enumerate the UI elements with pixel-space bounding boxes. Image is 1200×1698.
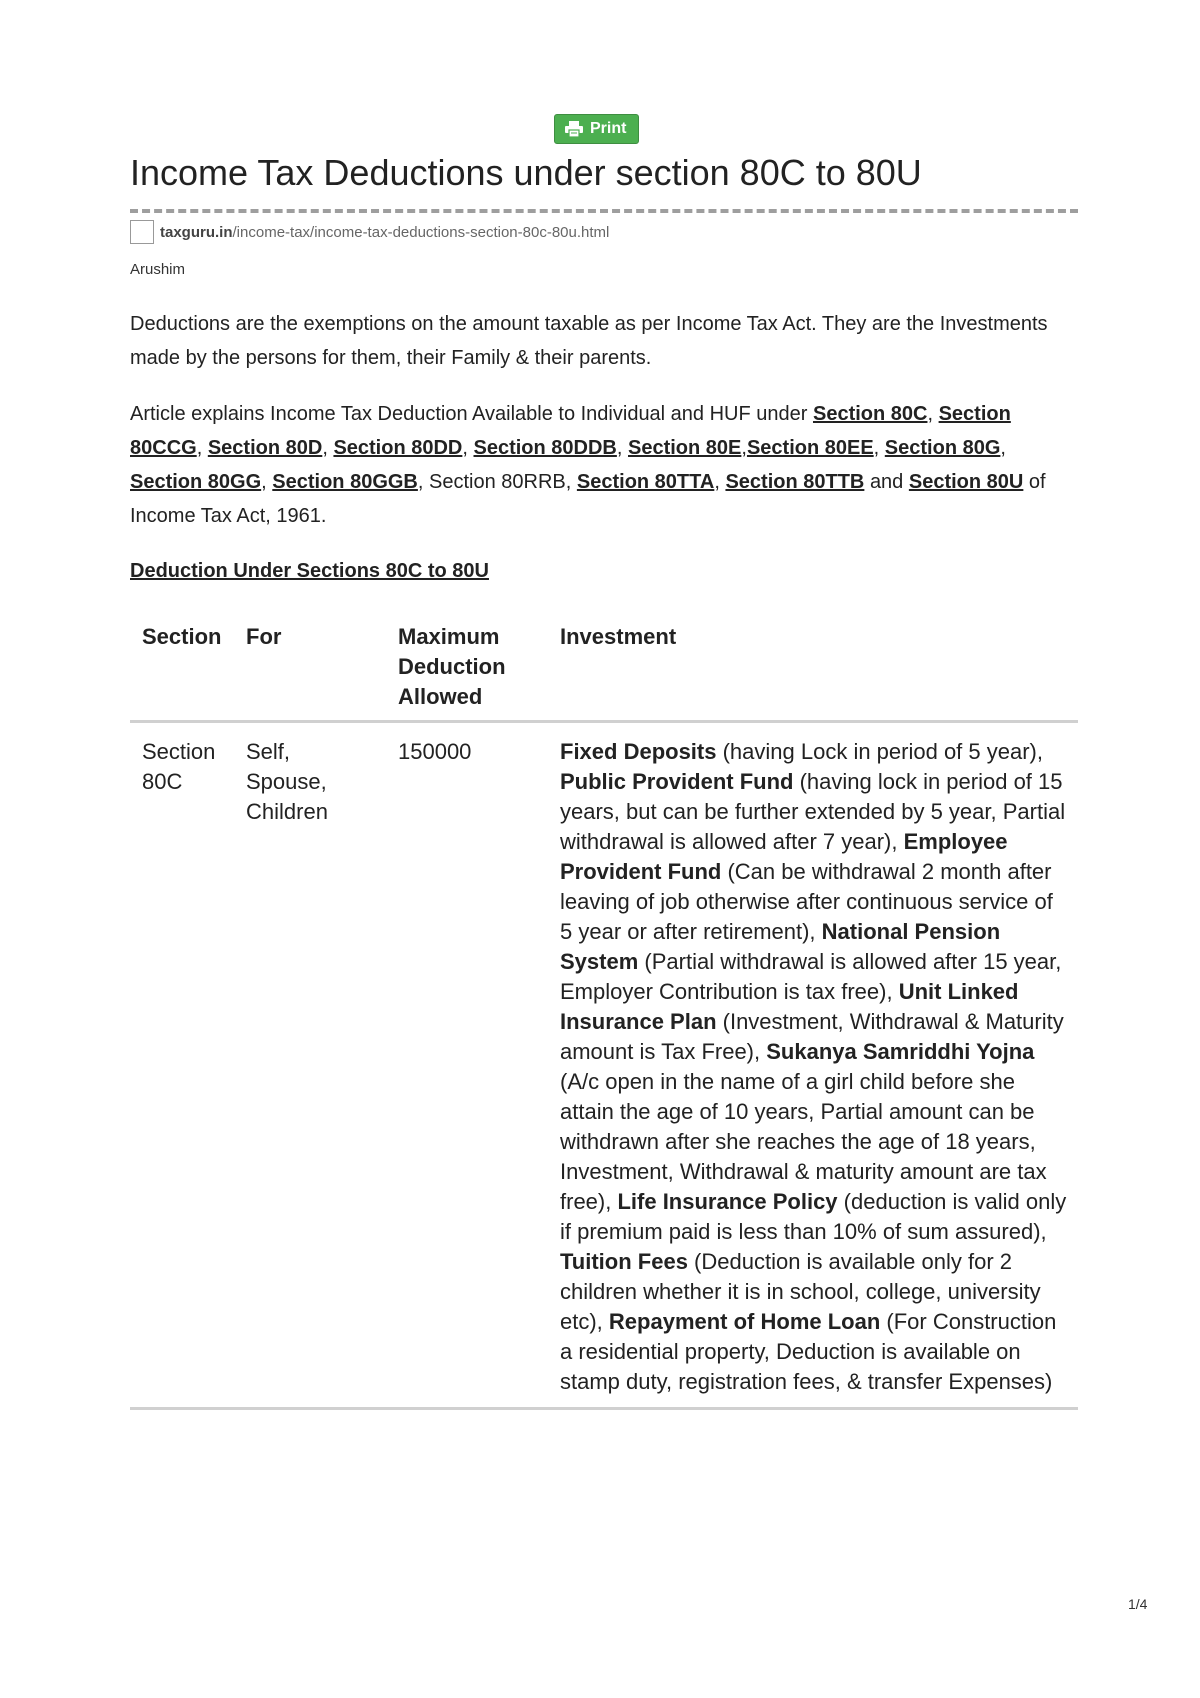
investment-detail: (A/c open in the name of a girl child before she attain the age of 10 years, Partial amount can be withdrawn after she reaches the age of 18 years, Investment, Withdrawal & maturity amount are tax free), — [560, 1069, 1047, 1214]
cell-section: Section 80C — [130, 722, 234, 1409]
article-suffix: of Income Tax Act, 1961. — [130, 471, 1046, 527]
header-section: Section — [130, 622, 234, 722]
table-header-row — [130, 622, 1078, 722]
investment-name: Repayment of Home Loan — [608, 1309, 881, 1334]
investment-detail: (Can be withdrawal 2 month after leaving of job otherwise after continuous service of 5 year or after retirement), — [560, 859, 1053, 944]
header-for: For — [234, 622, 386, 722]
header-investment: Investment — [548, 622, 1078, 722]
link-section-80ee[interactable]: Section 80EE — [746, 437, 874, 459]
investment-name: National Pension System — [560, 919, 1001, 974]
cell-for: Self, Spouse, Children — [234, 722, 386, 1409]
deduction-table — [130, 622, 1078, 1410]
deduction-subheading: Deduction Under Sections 80C to 80U — [130, 560, 489, 582]
link-section-80gg[interactable]: Section 80GG — [130, 471, 262, 493]
printer-icon — [565, 121, 583, 137]
author-name: Arushim — [130, 261, 186, 278]
link-section-80tta[interactable]: Section 80TTA — [576, 471, 715, 493]
link-section-80g[interactable]: Section 80G — [884, 437, 1001, 459]
table-row — [130, 722, 1078, 1409]
investment-detail: (Investment, Withdrawal & Maturity amount is Tax Free), — [560, 1009, 1064, 1064]
investment-name: Fixed Deposits — [560, 739, 717, 764]
link-section-80ggb[interactable]: Section 80GGB — [272, 471, 418, 493]
source-path: /income-tax/income-tax-deductions-section-80c-80u.html — [232, 223, 610, 241]
investment-detail: (Deduction is available only for 2 children whether it is in school, college, university etc), — [560, 1249, 1041, 1334]
link-section-80e[interactable]: Section 80E — [628, 437, 742, 459]
intro-paragraph: Deductions are the exemptions on the amount taxable as per Income Tax Act. They are the Investments made by the persons for them, their Family & their parents. — [130, 313, 1048, 369]
investment-name: Sukanya Samriddhi Yojna — [766, 1039, 1035, 1064]
investment-name: Unit Linked Insurance Plan — [560, 979, 1019, 1034]
source-domain: taxguru.in — [160, 223, 233, 241]
page-title: Income Tax Deductions under section 80C to 80U — [130, 152, 922, 193]
title-divider — [130, 209, 1078, 213]
print-button-wrap — [554, 114, 639, 144]
link-section-80ccg[interactable]: Section 80CCG — [130, 403, 1011, 459]
investment-detail: (having Lock in period of 5 year), — [716, 739, 1043, 764]
link-section-80c[interactable]: Section 80C — [812, 403, 928, 425]
investment-name: Life Insurance Policy — [617, 1189, 838, 1214]
investment-detail: (For Construction a residential property, Deduction is available on stamp duty, registration fees, & transfer Expenses) — [560, 1309, 1057, 1394]
section-80rrb-text: Section 80RRB — [429, 471, 566, 493]
source-url[interactable] — [130, 220, 609, 244]
and-text: and — [869, 471, 904, 493]
link-section-80ddb[interactable]: Section 80DDB — [473, 437, 617, 459]
article-prefix: Article explains Income Tax Deduction Available to Individual and HUF under — [130, 403, 813, 425]
link-section-80u[interactable]: Section 80U — [908, 471, 1024, 493]
investment-detail: (having lock in period of 15 years, but can be further extended by 5 year, Partial withdrawal is allowed after 7 year), — [560, 769, 1066, 854]
link-section-80dd[interactable]: Section 80DD — [333, 437, 463, 459]
cell-investment — [548, 722, 1078, 1409]
investment-name: Employee Provident Fund — [560, 829, 1008, 884]
link-section-80d[interactable]: Section 80D — [207, 437, 323, 459]
investment-name: Tuition Fees — [560, 1249, 688, 1274]
link-section-80ttb[interactable]: Section 80TTB — [725, 471, 865, 493]
header-max-deduction: Maximum Deduction Allowed — [386, 622, 548, 722]
print-button[interactable] — [554, 114, 639, 144]
cell-max-deduction: 150000 — [386, 722, 548, 1409]
print-button-label: Print — [590, 120, 627, 137]
page-number: 1/4 — [1128, 1596, 1148, 1612]
favicon-icon — [130, 220, 154, 244]
article-paragraph: Article explains Income Tax Deduction Available to Individual and HUF under Section 80C, Section 80CCG, Section 80D, Section 80DD, Section 80DDB, Section 80E,Section 80EE, Section 80G, Section 80GG, Section 80GGB, Section 80RRB, Section 80TTA, Section 80TTB and Section 80U of Income Tax Act, 1961. — [130, 403, 1046, 527]
investment-detail: (Partial withdrawal is allowed after 15 year, Employer Contribution is tax free), — [560, 949, 1062, 1004]
investment-detail: (deduction is valid only if premium paid is less than 10% of sum assured), — [560, 1189, 1067, 1244]
investment-name: Public Provident Fund — [560, 769, 794, 794]
